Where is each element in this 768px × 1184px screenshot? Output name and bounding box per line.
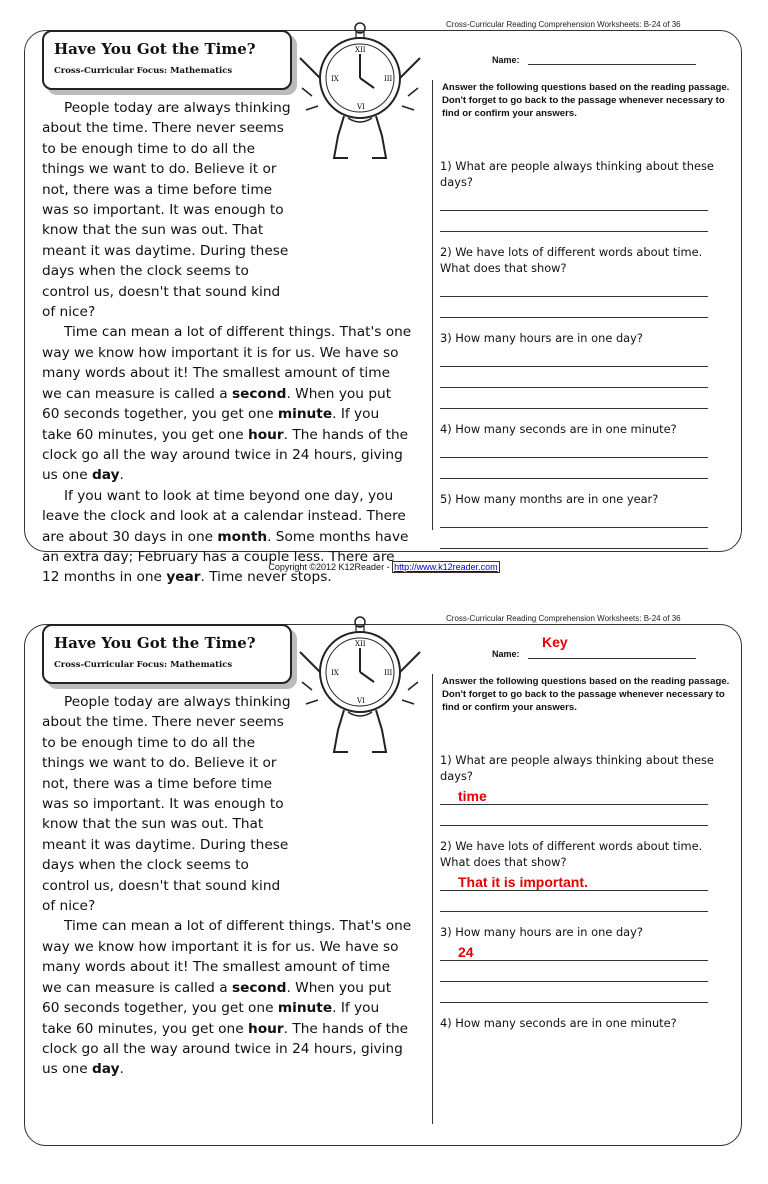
question-item xyxy=(440,491,720,549)
column-divider xyxy=(432,80,433,530)
answer-line[interactable] xyxy=(440,961,708,982)
title-box xyxy=(42,30,292,90)
question-item xyxy=(440,752,720,826)
svg-text:XII: XII xyxy=(355,46,366,54)
answer-line[interactable] xyxy=(440,528,708,549)
passage-paragraph-1: People today are always thinking about the time. There never seems to be enough time to do all the things we want to do. Believe it or not, there was a time before time was so important. It was enough to know that the sun was out. That meant it was daytime. During these days when the clock seems to control us, doesn't that sound kind of nice? xyxy=(42,694,291,915)
column-divider xyxy=(432,674,433,1124)
answer-line[interactable] xyxy=(440,870,708,891)
answer-line[interactable] xyxy=(440,507,708,528)
name-label: Name: xyxy=(492,55,520,65)
name-key-value: Key xyxy=(542,634,568,650)
worksheet-title: Have You Got the Time? xyxy=(54,40,256,58)
question-text: 1) What are people always thinking about these days? xyxy=(440,159,714,189)
question-list xyxy=(440,158,720,561)
answer-line[interactable] xyxy=(440,276,708,297)
answer-line[interactable] xyxy=(440,784,708,805)
question-text: 4) How many seconds are in one minute? xyxy=(440,422,677,436)
answer-line[interactable] xyxy=(440,190,708,211)
answer-line[interactable] xyxy=(440,367,708,388)
passage-paragraph-3: If you want to look at time beyond one day, you leave the clock and look at a calendar instead. There are about 30 days in one month. Some months have an extra day; February has a couple less. There are 12 months in one year. Time never stops. xyxy=(42,487,409,586)
answer-value: 24 xyxy=(458,944,474,960)
passage-paragraph-1: People today are always thinking about the time. There never seems to be enough time to do all the things we want to do. Believe it or not, there was a time before time was so important. It was enough to know that the sun was out. That meant it was daytime. During these days when the clock seems to control us, doesn't that sound kind of nice? xyxy=(42,100,291,321)
svg-text:XII: XII xyxy=(355,640,366,648)
website-link[interactable]: http://www.k12reader.com xyxy=(394,562,498,572)
worksheet-header: Cross-Curricular Reading Comprehension Worksheets: B-24 of 36 xyxy=(446,614,681,623)
name-row xyxy=(492,634,696,659)
title-box xyxy=(42,624,292,684)
name-label: Name: xyxy=(492,649,520,659)
worksheet-header: Cross-Curricular Reading Comprehension Worksheets: B-24 of 36 xyxy=(446,20,681,29)
answer-value: That it is important. xyxy=(458,874,588,890)
question-list xyxy=(440,752,720,1043)
svg-text:VI: VI xyxy=(357,697,365,705)
cross-curricular-focus: Cross-Curricular Focus: Mathematics xyxy=(54,66,233,76)
answer-line[interactable] xyxy=(440,346,708,367)
name-input-line[interactable] xyxy=(528,634,696,659)
svg-text:VI: VI xyxy=(357,103,365,111)
svg-text:IX: IX xyxy=(331,669,339,677)
question-text: 2) We have lots of different words about time. What does that show? xyxy=(440,839,703,869)
question-text: 4) How many seconds are in one minute? xyxy=(440,1016,677,1030)
question-item xyxy=(440,244,720,318)
question-item xyxy=(440,1015,720,1031)
name-input-line[interactable] xyxy=(528,52,696,65)
answer-line[interactable] xyxy=(440,458,708,479)
name-row xyxy=(492,52,696,65)
copyright-footer xyxy=(0,562,768,572)
reading-passage xyxy=(42,98,412,588)
instructions: Answer the following questions based on the reading passage. Don't forget to go back to the passage whenever necessary to find or confirm your answers. xyxy=(442,82,730,119)
question-item xyxy=(440,838,720,912)
worksheet-title: Have You Got the Time? xyxy=(54,634,256,652)
question-text: 5) How many months are in one year? xyxy=(440,492,659,506)
worksheet-blank xyxy=(0,0,768,590)
question-text: 2) We have lots of different words about time. What does that show? xyxy=(440,245,703,275)
copyright-text: Copyright ©2012 K12Reader - xyxy=(268,562,393,572)
question-item xyxy=(440,158,720,232)
answer-line[interactable] xyxy=(440,891,708,912)
answer-line[interactable] xyxy=(440,437,708,458)
reading-passage xyxy=(42,692,412,1080)
answer-line[interactable] xyxy=(440,940,708,961)
answer-line[interactable] xyxy=(440,805,708,826)
passage-paragraph-2: Time can mean a lot of different things. That's one way we know how important it is for us. We have so many words about it! The smallest amount of time we can measure is called a second. When you put 60 seconds together, you get one minute. If you take 60 minutes, you get one hour. The hands of the clock go all the way around twice in 24 hours, giving us one day. xyxy=(42,918,412,1078)
question-text: 3) How many hours are in one day? xyxy=(440,925,643,939)
question-item xyxy=(440,924,720,1003)
cross-curricular-focus: Cross-Curricular Focus: Mathematics xyxy=(54,660,233,670)
worksheet-answer-key xyxy=(0,594,768,1184)
answer-value: time xyxy=(458,788,487,804)
question-item xyxy=(440,330,720,409)
question-text: 1) What are people always thinking about these days? xyxy=(440,753,714,783)
svg-text:III: III xyxy=(384,75,393,83)
instructions: Answer the following questions based on the reading passage. Don't forget to go back to the passage whenever necessary to find or confirm your answers. xyxy=(442,676,730,713)
svg-text:IX: IX xyxy=(331,75,339,83)
passage-paragraph-2: Time can mean a lot of different things. That's one way we know how important it is for us. We have so many words about it! The smallest amount of time we can measure is called a second. When you put 60 seconds together, you get one minute. If you take 60 minutes, you get one hour. The hands of the clock go all the way around twice in 24 hours, giving us one day. xyxy=(42,324,412,484)
answer-line[interactable] xyxy=(440,982,708,1003)
answer-line[interactable] xyxy=(440,297,708,318)
svg-text:III: III xyxy=(384,669,393,677)
answer-line[interactable] xyxy=(440,388,708,409)
answer-line[interactable] xyxy=(440,211,708,232)
question-text: 3) How many hours are in one day? xyxy=(440,331,643,345)
question-item xyxy=(440,421,720,479)
